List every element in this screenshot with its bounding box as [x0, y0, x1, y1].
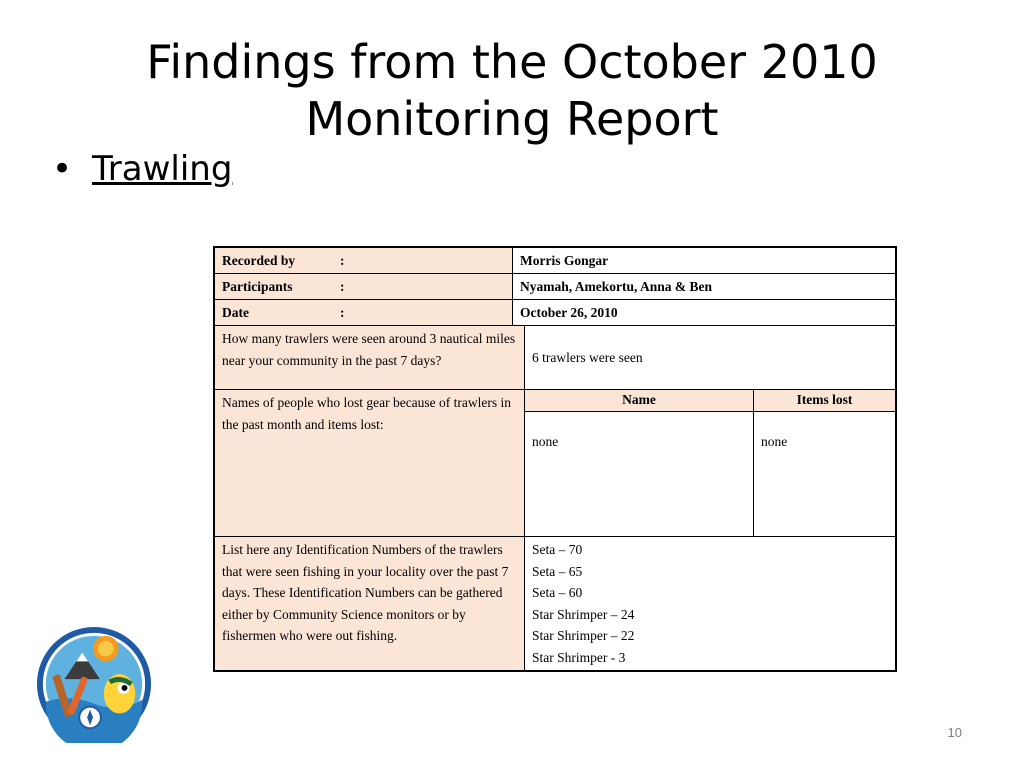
gear-items-header: Items lost — [754, 390, 896, 412]
title-line-1: Findings from the October 2010 — [146, 35, 878, 89]
ids-answer-item: Seta – 65 — [532, 563, 583, 579]
form-questions-table — [214, 325, 896, 671]
recorded-by-colon: : — [340, 252, 345, 268]
bullet-item — [52, 146, 232, 192]
date-value: October 26, 2010 — [513, 300, 896, 326]
ids-question: List here any Identification Numbers of the trawlers that were seen fishing in your locality over the past 7 days. These Identification Numbers can be gathered either by Community Science monitors or by fishermen who were out fishing. — [215, 537, 525, 671]
ids-question-row — [215, 537, 896, 671]
trawlers-question: How many trawlers were seen around 3 nautical miles near your community in the past 7 days? — [215, 326, 525, 390]
form-header-table — [214, 247, 896, 326]
recorded-by-label-cell — [215, 248, 513, 274]
title-line-2: Monitoring Report — [305, 92, 719, 146]
slide-title — [0, 34, 1024, 148]
participants-value: Nyamah, Amekortu, Anna & Ben — [513, 274, 896, 300]
date-colon: : — [340, 304, 345, 320]
gear-items-value: none — [754, 412, 896, 537]
gear-question-row — [215, 390, 896, 412]
gear-name-header: Name — [525, 390, 754, 412]
ids-answer-item: Seta – 60 — [532, 585, 583, 600]
ids-answer-item: Star Shrimper – 22 — [532, 628, 635, 643]
participants-label-cell — [215, 274, 513, 300]
gear-question: Names of people who lost gear because of trawlers in the past month and items lost: — [215, 390, 525, 537]
bullet-label: Trawling — [92, 149, 233, 189]
community-science-logo-icon — [35, 625, 153, 743]
page-number: 10 — [947, 725, 962, 740]
recorded-by-value: Morris Gongar — [513, 248, 896, 274]
ids-answer-item: Star Shrimper - 3 — [532, 649, 626, 665]
date-label-cell — [215, 300, 513, 326]
participants-row — [215, 274, 896, 300]
ids-answer-item: Seta – 70 — [532, 542, 583, 557]
trawlers-question-row — [215, 326, 896, 390]
bullet-marker: • — [52, 149, 73, 189]
ids-answer-item: Star Shrimper – 24 — [532, 606, 635, 622]
monitoring-form — [213, 246, 897, 672]
ids-answer-cell — [525, 537, 896, 671]
date-row — [215, 300, 896, 326]
recorded-by-row — [215, 248, 896, 274]
recorded-by-label: Recorded by — [222, 252, 296, 268]
participants-colon: : — [340, 278, 345, 294]
trawlers-answer: 6 trawlers were seen — [525, 326, 896, 390]
gear-name-value: none — [525, 412, 754, 537]
date-label: Date — [222, 304, 249, 320]
participants-label: Participants — [222, 278, 293, 294]
